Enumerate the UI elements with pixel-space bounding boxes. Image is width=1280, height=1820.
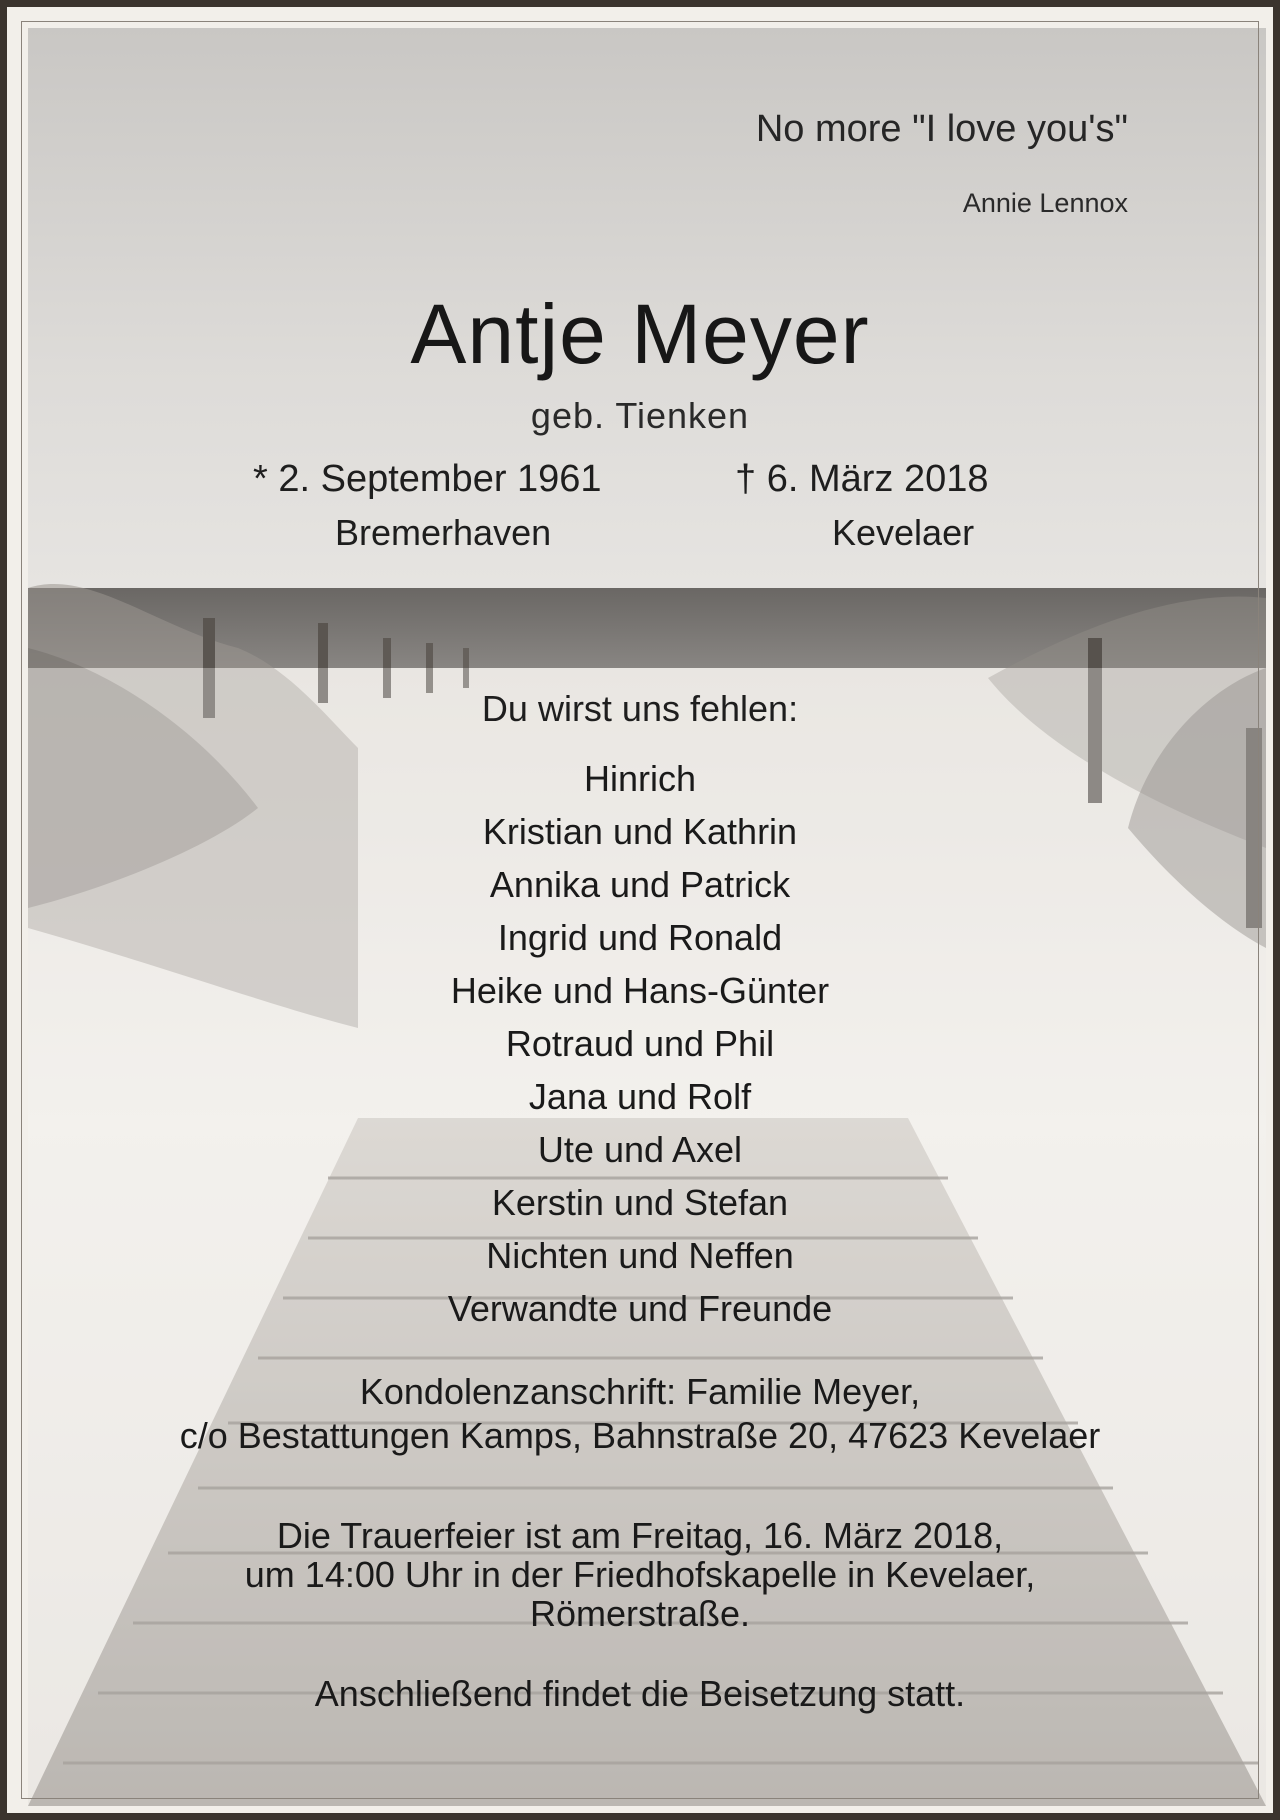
mourner-item: Hinrich: [583, 758, 697, 799]
mourner-item: Jana und Rolf: [528, 1076, 752, 1117]
mourner-item: Ute und Axel: [537, 1129, 743, 1170]
service-line-3: Römerstraße.: [529, 1593, 751, 1634]
maiden-name: geb. Tienken: [530, 395, 750, 436]
mourner-item: Verwandte und Freunde: [447, 1288, 833, 1329]
death-place: Kevelaer: [832, 512, 975, 553]
funeral-service-info: [0, 1516, 1280, 1633]
condolence-line-1: Kondolenzanschrift: Familie Meyer,: [359, 1371, 921, 1412]
mourner-item: Heike und Hans-Günter: [450, 970, 830, 1011]
condolence-address: [0, 1370, 1280, 1458]
mourners-list: [0, 752, 1280, 1335]
death-date: † 6. März 2018: [735, 458, 989, 500]
mourners-intro: Du wirst uns fehlen:: [481, 688, 799, 729]
burial-note: Anschließend findet die Beisetzung statt.: [314, 1673, 966, 1714]
birth-place: Bremerhaven: [335, 512, 552, 553]
mourner-item: Kristian und Kathrin: [482, 811, 798, 852]
condolence-line-2: c/o Bestattungen Kamps, Bahnstraße 20, 47623 Kevelaer: [179, 1415, 1101, 1456]
quote-author: Annie Lennox: [962, 188, 1128, 218]
mourner-item: Nichten und Neffen: [486, 1235, 794, 1276]
service-line-1: Die Trauerfeier ist am Freitag, 16. März 2018,: [276, 1515, 1004, 1556]
service-line-2: um 14:00 Uhr in der Friedhofskapelle in Kevelaer,: [244, 1554, 1036, 1595]
mourner-item: Ingrid und Ronald: [497, 917, 783, 958]
quote-text: No more "I love you's": [755, 108, 1128, 150]
mourner-item: Rotraud und Phil: [505, 1023, 775, 1064]
birth-date: * 2. September 1961: [253, 458, 602, 500]
mourner-item: Kerstin und Stefan: [491, 1182, 789, 1223]
deceased-name: Antje Meyer: [410, 287, 870, 381]
mourner-item: Annika und Patrick: [489, 864, 791, 905]
